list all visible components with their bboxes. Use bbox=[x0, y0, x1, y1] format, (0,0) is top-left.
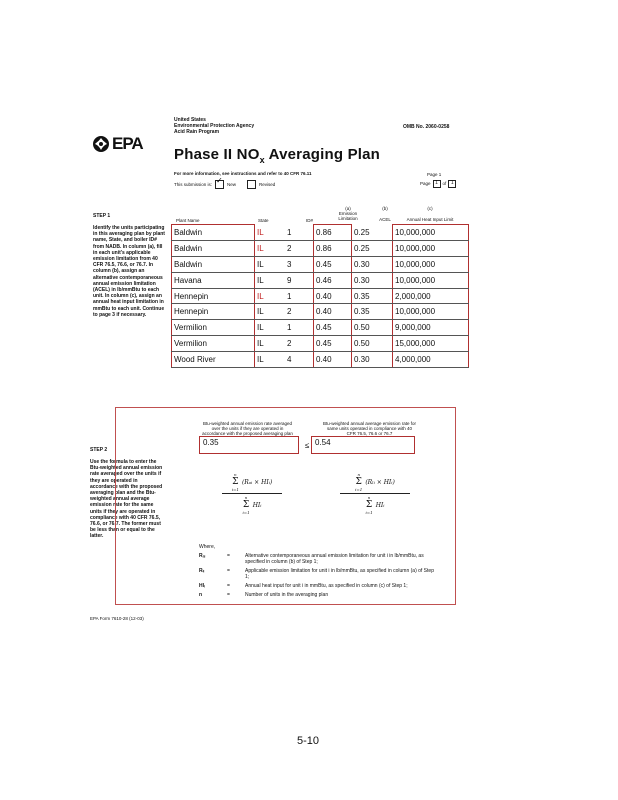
definition-equals: = bbox=[227, 583, 230, 589]
col-emission-limitation: (a) Emission Limitation bbox=[338, 206, 358, 221]
plant-name-cell[interactable]: Baldwin bbox=[172, 256, 255, 272]
agency-block bbox=[174, 117, 254, 135]
revised-checkbox[interactable] bbox=[247, 180, 256, 189]
boiler-id-cell[interactable]: 3 bbox=[285, 256, 314, 272]
definition-equals: = bbox=[227, 592, 230, 598]
heat-input-cell[interactable]: 10,000,000 bbox=[393, 304, 469, 320]
emission-limit-cell[interactable]: 0.40 bbox=[314, 288, 352, 304]
units-table bbox=[171, 224, 469, 368]
acel-cell[interactable]: 0.50 bbox=[352, 320, 393, 336]
page-title: Phase II $NO_x$ Averaging Plan bbox=[174, 146, 381, 165]
col-state: State bbox=[258, 218, 269, 223]
plant-name-cell[interactable]: Havana bbox=[172, 272, 255, 288]
table-row bbox=[172, 272, 469, 288]
where-label: Where, bbox=[199, 544, 216, 550]
table-row bbox=[172, 256, 469, 272]
emission-limit-cell[interactable]: 0.86 bbox=[314, 225, 352, 241]
definitions-list bbox=[199, 553, 439, 601]
boiler-id-cell[interactable]: 9 bbox=[285, 272, 314, 288]
submission-type: This submission is: ✓ New Revised bbox=[174, 180, 275, 189]
epa-logo bbox=[92, 134, 148, 154]
page-num-box: 1 bbox=[433, 180, 441, 188]
col-id: ID# bbox=[306, 218, 314, 223]
agency-line-1: United States bbox=[174, 117, 206, 123]
table-row bbox=[172, 320, 469, 336]
form-number: EPA Form 7610-28 (12-03) bbox=[90, 616, 144, 621]
state-cell[interactable]: IL bbox=[255, 336, 286, 352]
definition-equals: = bbox=[227, 553, 230, 559]
left-caption: Btu-weighted annual emission rate averaged over the units if they are operated in accordance with the proposed averaging plan bbox=[202, 421, 293, 436]
info-line: For more information, see instructions and refer to 40 CFR 76.11 bbox=[174, 171, 312, 176]
averaging-plan-rate-field[interactable]: 0.35 bbox=[199, 436, 299, 454]
boiler-id-cell[interactable]: 1 bbox=[285, 320, 314, 336]
heat-input-cell[interactable]: 10,000,000 bbox=[393, 240, 469, 256]
state-cell[interactable]: IL bbox=[255, 225, 286, 241]
col-acel: (b) ACEL bbox=[379, 206, 391, 222]
table-row bbox=[172, 336, 469, 352]
heat-input-cell[interactable]: 10,000,000 bbox=[393, 225, 469, 241]
definition-symbol: n bbox=[199, 592, 203, 598]
emission-limit-cell[interactable]: 0.40 bbox=[314, 304, 352, 320]
table-row bbox=[172, 352, 469, 368]
acel-cell[interactable]: 0.30 bbox=[352, 272, 393, 288]
definition-symbol: Rₐᵢ bbox=[199, 553, 206, 559]
heat-input-cell[interactable]: 2,000,000 bbox=[393, 288, 469, 304]
right-caption: Btu-weighted annual average emission rate for same units operated in compliance with 40 CFR 76.5, 76.6 or 76.7 bbox=[322, 421, 417, 436]
heat-input-cell[interactable]: 9,000,000 bbox=[393, 320, 469, 336]
epa-flower-icon bbox=[92, 135, 110, 153]
page-number: 5-10 bbox=[297, 735, 320, 747]
acel-cell[interactable]: 0.50 bbox=[352, 336, 393, 352]
state-cell[interactable]: IL bbox=[255, 272, 286, 288]
plant-name-cell[interactable]: Hennepin bbox=[172, 304, 255, 320]
acel-cell[interactable]: 0.25 bbox=[352, 240, 393, 256]
state-cell[interactable]: IL bbox=[255, 304, 286, 320]
definition-equals: = bbox=[227, 568, 230, 574]
boiler-id-cell[interactable]: 1 bbox=[285, 288, 314, 304]
boiler-id-cell[interactable]: 4 bbox=[285, 352, 314, 368]
page-label: Page 1 bbox=[427, 172, 442, 177]
definition-symbol: Rₗᵢ bbox=[199, 568, 205, 574]
acel-cell[interactable]: 0.35 bbox=[352, 304, 393, 320]
table-row bbox=[172, 240, 469, 256]
definition-text: Number of units in the averaging plan bbox=[245, 592, 329, 598]
boiler-id-cell[interactable]: 2 bbox=[285, 336, 314, 352]
heat-input-cell[interactable]: 15,000,000 bbox=[393, 336, 469, 352]
state-cell[interactable]: IL bbox=[255, 256, 286, 272]
plant-name-cell[interactable]: Wood River bbox=[172, 352, 255, 368]
page-of: Page 1 of 1 bbox=[420, 180, 456, 188]
heat-input-cell[interactable]: 4,000,000 bbox=[393, 352, 469, 368]
state-cell[interactable]: IL bbox=[255, 288, 286, 304]
emission-limit-cell[interactable]: 0.46 bbox=[314, 272, 352, 288]
acel-cell[interactable]: 0.25 bbox=[352, 225, 393, 241]
definition-text: Applicable emission limitation for unit i in lb/mmBtu, as specified in column (a) of Step 1; bbox=[245, 568, 434, 580]
right-formula: n Σ i=1 (Rₗᵢ × HIᵢ) n Σ i=1 HIᵢ bbox=[336, 472, 414, 515]
acel-cell[interactable]: 0.30 bbox=[352, 352, 393, 368]
compliance-rate-field[interactable]: 0.54 bbox=[311, 436, 415, 454]
less-or-equal-sign: ≤ bbox=[305, 441, 310, 450]
left-sum-symbol: n Σ i=1 bbox=[231, 472, 239, 492]
state-cell[interactable]: IL bbox=[255, 352, 286, 368]
plant-name-cell[interactable]: Hennepin bbox=[172, 288, 255, 304]
col-heat-input: (c) Annual Heat Input Limit bbox=[406, 206, 454, 222]
heat-input-cell[interactable]: 10,000,000 bbox=[393, 272, 469, 288]
acel-cell[interactable]: 0.30 bbox=[352, 256, 393, 272]
table-row bbox=[172, 288, 469, 304]
epa-logo-text: EPA bbox=[112, 134, 143, 153]
agency-line-2: Environmental Protection Agency bbox=[174, 123, 255, 129]
emission-limit-cell[interactable]: 0.45 bbox=[314, 256, 352, 272]
boiler-id-cell[interactable]: 2 bbox=[285, 304, 314, 320]
emission-limit-cell[interactable]: 0.86 bbox=[314, 240, 352, 256]
col-plant-name: Plant Name bbox=[176, 218, 200, 223]
step1-instructions: Identify the units participating in this averaging plan by plant name, State, and boiler ID# from NADB. In column (a), fill in each unit's applicable emission limitation from 40 CFR 76.5, 76.6, or 76.7. In column (b), assign an alternative contemporaneous annual emission limitation (ACEL) in lb/mmBtu to each unit. In column (c), assign an annual heat input limitation in mmBtu to each unit. Continue to page 3 if necessary. bbox=[93, 225, 165, 318]
plant-name-cell[interactable]: Baldwin bbox=[172, 225, 255, 241]
definition-row bbox=[199, 568, 439, 580]
plant-name-cell[interactable]: Vermilion bbox=[172, 320, 255, 336]
acel-cell[interactable]: 0.35 bbox=[352, 288, 393, 304]
definition-row bbox=[199, 583, 439, 589]
heat-input-cell[interactable]: 10,000,000 bbox=[393, 256, 469, 272]
check-mark-icon: ✓ bbox=[216, 176, 223, 185]
plant-name-cell[interactable]: Baldwin bbox=[172, 240, 255, 256]
definition-row bbox=[199, 592, 439, 598]
left-formula: n Σ i=1 (Rₐᵢ × HIᵢ) n Σ i=1 HIᵢ bbox=[218, 472, 286, 515]
step2-instructions: Use the formula to enter the Btu-weighted annual emission rate averaged over the units if they are operated in accordance with the proposed averaging plan and the Btu-weighted annual average emission rate for the same units if they are operated in compliance with 40 CFR 76.5, 76.6, or 76.7. The former must be less than or equal to the latter. bbox=[90, 459, 163, 540]
state-cell[interactable]: IL bbox=[255, 240, 286, 256]
boiler-id-cell[interactable]: 2 bbox=[285, 240, 314, 256]
right-sum-symbol: n Σ i=1 bbox=[355, 472, 363, 492]
definition-text: Alternative contemporaneous annual emission limitation for unit i in lb/mmBtu, as specified in column (b) of Step 1; bbox=[245, 553, 424, 565]
state-cell[interactable]: IL bbox=[255, 320, 286, 336]
boiler-id-cell[interactable]: 1 bbox=[285, 225, 314, 241]
table-row bbox=[172, 225, 469, 241]
emission-limit-cell[interactable]: 0.40 bbox=[314, 352, 352, 368]
page-total-box: 1 bbox=[448, 180, 456, 188]
definition-row bbox=[199, 553, 439, 565]
definition-symbol: HIᵢ bbox=[199, 583, 205, 589]
new-checkbox[interactable] bbox=[215, 176, 224, 189]
omb-number: OMB No. 2060-0258 bbox=[403, 124, 450, 130]
plant-name-cell[interactable]: Vermilion bbox=[172, 336, 255, 352]
table-row bbox=[172, 304, 469, 320]
step1-label: STEP 1 bbox=[93, 213, 111, 219]
emission-limit-cell[interactable]: 0.45 bbox=[314, 320, 352, 336]
agency-line-3: Acid Rain Program bbox=[174, 129, 220, 135]
emission-limit-cell[interactable]: 0.45 bbox=[314, 336, 352, 352]
definition-text: Annual heat input for unit i in mmBtu, as specified in column (c) of Step 1; bbox=[245, 583, 408, 589]
step2-label: STEP 2 bbox=[90, 447, 108, 453]
